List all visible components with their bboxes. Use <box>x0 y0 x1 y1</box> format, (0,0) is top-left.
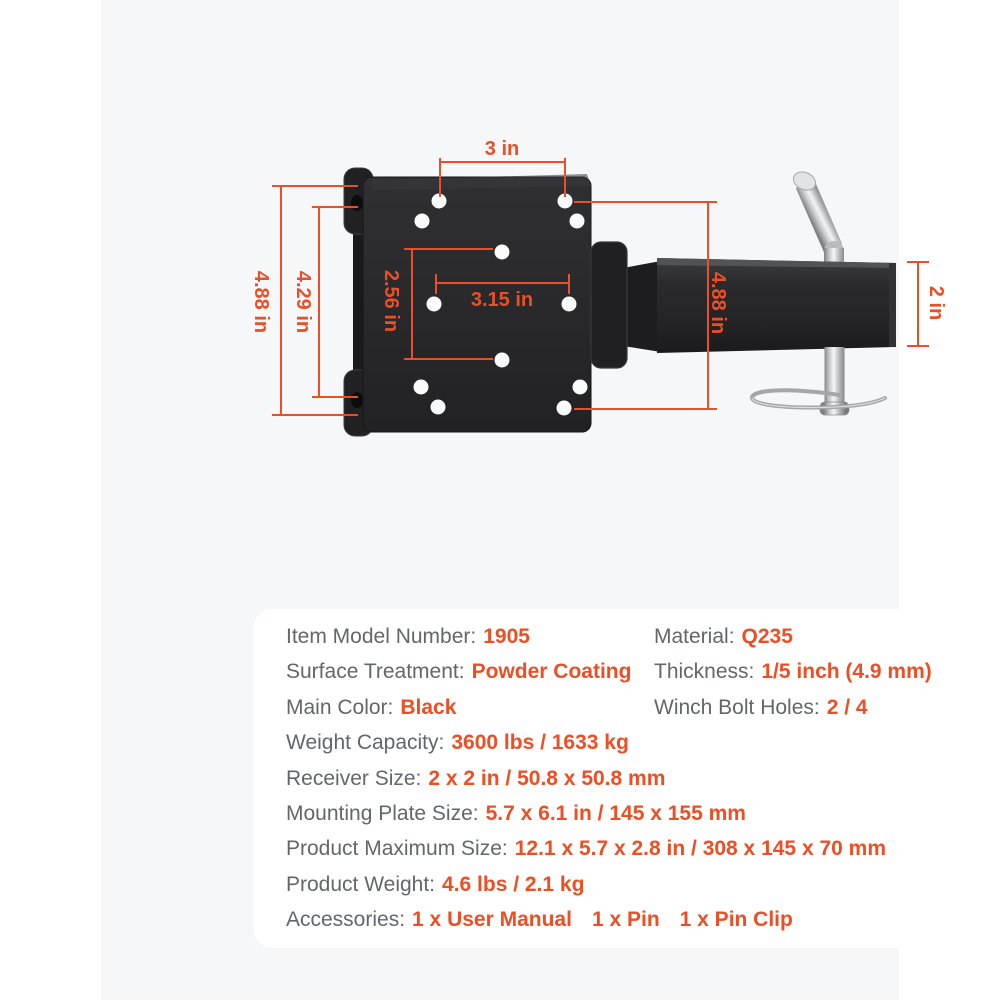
spec-value: 1 x User Manual <box>412 908 572 932</box>
spec-value: 5.7 x 6.1 in / 145 x 155 mm <box>485 801 746 825</box>
bolt-hole <box>431 400 446 415</box>
spec-row-product-weight <box>286 867 951 902</box>
spec-label: Winch Bolt Holes: <box>654 695 820 719</box>
spec-label: Main Color: <box>286 695 394 719</box>
bracket-hole-bottom <box>351 392 363 408</box>
bolt-hole <box>414 380 429 395</box>
hitch-pin-lower <box>752 347 885 415</box>
bolt-hole <box>573 380 588 395</box>
spec-value: 2 x 2 in / 50.8 x 50.8 mm <box>428 766 666 790</box>
spec-label: Thickness: <box>654 660 755 684</box>
tube-end-face <box>889 263 896 347</box>
dim-label-bracket-hole-span: 4.29 in <box>292 270 314 334</box>
spec-row-thickness <box>654 654 932 689</box>
spec-label: Surface Treatment: <box>286 660 465 684</box>
spec-value: 12.1 x 5.7 x 2.8 in / 308 x 145 x 70 mm <box>514 837 886 861</box>
spec-label: Product Maximum Size: <box>286 837 508 861</box>
spec-row-weight-capacity <box>286 725 951 760</box>
bolt-hole <box>570 214 585 229</box>
plate-collar <box>591 242 627 368</box>
spec-panel <box>254 609 951 948</box>
bolt-hole <box>495 245 510 260</box>
spec-row-mounting-plate-size <box>286 796 951 831</box>
spec-row-material <box>654 619 932 654</box>
spec-label: Product Weight: <box>286 872 436 896</box>
spec-value: 1905 <box>483 625 530 648</box>
bolt-hole <box>427 297 442 312</box>
spec-value: 2 / 4 <box>826 695 868 719</box>
spec-label: Accessories: <box>286 908 406 932</box>
spec-label: Item Model Number: <box>286 625 477 648</box>
hitch-pin-upper <box>791 169 844 268</box>
spec-value: 3600 lbs / 1633 kg <box>451 731 629 755</box>
spec-label: Material: <box>654 625 735 648</box>
spec-value: 1 x Pin Clip <box>679 908 793 932</box>
spec-row-product-maximum-size <box>286 831 951 866</box>
spec-row-accessories <box>286 902 951 937</box>
dim-label-top-hole-span: 3 in <box>484 138 520 160</box>
receiver-tube <box>657 258 896 353</box>
spec-value: Q235 <box>741 625 793 648</box>
spec-value: 1/5 inch (4.9 mm) <box>761 660 932 684</box>
spec-value: 1 x Pin <box>591 908 660 932</box>
spec-label: Receiver Size: <box>286 766 422 790</box>
bolt-hole <box>495 353 510 368</box>
spec-column-right <box>654 619 932 725</box>
dim-label-receiver-height: 2 in <box>925 285 947 321</box>
spec-row-receiver-size <box>286 761 951 796</box>
bracket-hole-top <box>351 195 363 211</box>
bolt-hole <box>562 297 577 312</box>
spec-value: Black <box>400 695 457 719</box>
spec-value: 4.6 lbs / 2.1 kg <box>442 872 585 896</box>
dim-label-plate-outer-height: 4.88 in <box>250 270 272 334</box>
image-stage <box>101 0 947 1000</box>
tube-arm <box>623 261 661 352</box>
spec-row-winch-bolt-holes <box>654 690 932 725</box>
spec-value: Powder Coating <box>471 660 632 684</box>
dim-label-right-hole-span: 4.88 in <box>707 271 729 335</box>
bolt-hole <box>557 401 572 416</box>
receiver-assembly <box>591 242 896 368</box>
dim-label-center-span-v: 2.56 in <box>380 269 402 333</box>
dim-bracket-hole-span <box>312 207 358 397</box>
dim-label-center-span-h: 3.15 in <box>470 289 534 311</box>
bolt-hole <box>415 214 430 229</box>
spec-label: Weight Capacity: <box>286 731 445 755</box>
spec-label: Mounting Plate Size: <box>286 801 479 825</box>
